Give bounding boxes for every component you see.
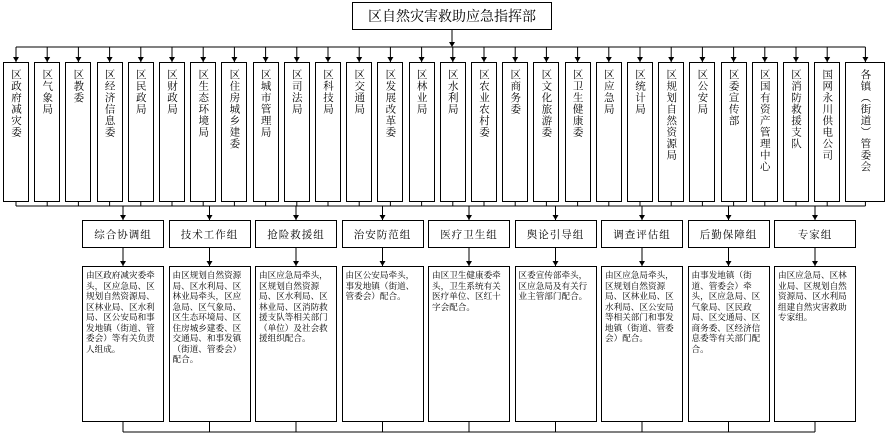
command-center-title: 区自然灾害救助应急指挥部 <box>368 9 536 25</box>
department-box <box>190 62 216 202</box>
working-group-box <box>169 220 251 248</box>
department-label: 区文化旅游委 <box>540 69 553 138</box>
department-label: 区林业局 <box>415 69 428 115</box>
department-box <box>284 62 310 202</box>
department-label: 国网永川供电公司 <box>821 69 834 161</box>
department-label: 区统计局 <box>634 69 646 115</box>
department-box <box>315 62 341 202</box>
working-group-box <box>774 220 856 248</box>
department-label: 区城市管理局 <box>259 69 272 138</box>
working-group-name: 综合协调组 <box>94 228 152 241</box>
working-group-name: 抢险救援组 <box>267 228 325 241</box>
department-box <box>814 62 840 202</box>
department-label: 区农业农村委 <box>478 69 490 138</box>
department-label: 区司法局 <box>290 69 303 115</box>
department-box <box>346 62 372 202</box>
working-group-description: 由区应急局牵头，区规划自然资源局、区林业局、区水利局、区公安局等相关部门和事发地镇（街道、管委会）配合。 <box>601 266 683 422</box>
department-box <box>128 62 154 202</box>
working-group-box <box>688 220 770 248</box>
department-box <box>627 62 653 202</box>
working-group-box <box>82 220 164 248</box>
working-group-description: 由区卫生健康委牵头，卫生系统有关医疗单位、区红十字会配合。 <box>428 266 510 422</box>
department-box <box>689 62 715 202</box>
department-box <box>221 62 247 202</box>
department-box <box>502 62 528 202</box>
working-group-name: 技术工作组 <box>180 228 239 241</box>
department-label: 区经济信息委 <box>103 69 116 138</box>
department-label: 区消防救援支队 <box>790 69 802 150</box>
department-box <box>97 62 123 202</box>
department-label: 区气象局 <box>41 69 54 115</box>
department-label: 区商务委 <box>509 69 522 115</box>
working-group-name: 医疗卫生组 <box>440 228 498 241</box>
working-group-description: 区委宣传部牵头，区应急局及有关行业主管部门配合。 <box>515 266 597 422</box>
department-label: 区卫生健康委 <box>571 69 584 138</box>
department-label: 区发展改革委 <box>384 69 397 138</box>
working-group-description: 由区公安局牵头，事发地镇（街道、管委会）配合。 <box>342 266 424 422</box>
department-box <box>752 62 778 202</box>
department-box <box>721 62 747 202</box>
department-box <box>3 62 29 202</box>
department-label: 区住房城乡建委 <box>228 69 241 150</box>
working-group-box <box>428 220 510 248</box>
department-label: 区民政局 <box>134 69 147 115</box>
department-box <box>658 62 684 202</box>
department-box <box>409 62 435 202</box>
department-label: 区委宣传部 <box>727 69 740 127</box>
working-group-description: 由区应急局、区林业局、区规划自然资源局、区水利局组建自然灾害救助专家组。 <box>774 266 856 422</box>
department-label: 区应急局 <box>602 69 615 115</box>
department-label: 各镇（街道）管委会 <box>859 69 872 173</box>
department-label: 区规划自然资源局 <box>665 69 678 161</box>
department-box <box>533 62 559 202</box>
department-label: 区科技局 <box>322 69 334 115</box>
working-group-name: 专家组 <box>797 228 833 241</box>
working-group-description: 由区应急局牵头，区规划自然资源局、区水利局、区林业局、区消防救援支队等相关部门（单位）及社会救援组织配合。 <box>255 266 337 422</box>
department-box <box>845 62 885 202</box>
working-group-name: 舆论引导组 <box>526 228 585 241</box>
department-label: 区生态环境局 <box>197 69 210 138</box>
department-label: 区教委 <box>72 69 85 104</box>
department-box <box>34 62 60 202</box>
working-group-name: 调查评估组 <box>613 228 671 241</box>
department-box <box>159 62 185 202</box>
department-box <box>565 62 591 202</box>
working-group-name: 后勤保障组 <box>699 228 758 241</box>
department-box <box>471 62 497 202</box>
department-label: 区公安局 <box>696 69 709 115</box>
department-label: 区政府减灾委 <box>10 69 22 138</box>
working-group-name: 治安防范组 <box>353 228 412 241</box>
command-center-title-box <box>352 2 552 30</box>
department-box <box>253 62 279 202</box>
working-group-description: 由区规划自然资源局、区水利局、区林业局牵头，区应急局、区气象局、区生态环境局、区住房城乡建委、区交通局、和事发镇（街道、管委会）配合。 <box>169 266 251 422</box>
department-box <box>783 62 809 202</box>
title-arrow <box>449 42 455 47</box>
department-box <box>596 62 622 202</box>
working-group-description: 由事发地镇（街道、管委会）牵头，区应急局、区气象局、区民政局、区交通局、区商务委、区经济信息委等有关部门配合。 <box>688 266 770 422</box>
working-group-description: 由区政府减灾委牵头，区应急局、区规划自然资源局、区林业局、区水利局、区公安局和事发地镇（街道、管委会）等有关负责人组成。 <box>82 266 164 422</box>
department-box <box>440 62 466 202</box>
working-group-box <box>342 220 424 248</box>
working-group-box <box>255 220 337 248</box>
department-box <box>377 62 403 202</box>
department-label: 区水利局 <box>446 69 459 115</box>
department-label: 区国有资产管理中心 <box>758 69 771 173</box>
working-group-box <box>601 220 683 248</box>
department-label: 区交通局 <box>353 69 366 115</box>
department-box <box>65 62 91 202</box>
working-group-box <box>515 220 597 248</box>
department-label: 区财政局 <box>166 69 178 115</box>
